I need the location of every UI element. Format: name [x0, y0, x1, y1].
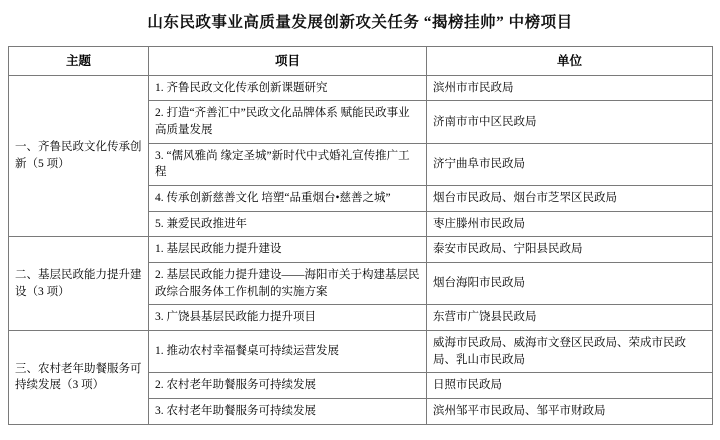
project-cell: 1. 推动农村幸福餐桌可持续运营发展 [149, 331, 427, 373]
project-cell: 4. 传承创新慈善文化 培塑“品重烟台•慈善之城” [149, 186, 427, 212]
column-header-project: 项目 [149, 46, 427, 75]
table-row [9, 75, 713, 101]
unit-cell: 烟台市民政局、烟台市芝罘区民政局 [427, 186, 713, 212]
unit-cell: 泰安市民政局、宁阳县民政局 [427, 237, 713, 263]
project-cell: 3. 广饶县基层民政能力提升项目 [149, 305, 427, 331]
project-cell: 3. 农村老年助餐服务可持续发展 [149, 399, 427, 425]
unit-cell: 济宁曲阜市民政局 [427, 143, 713, 185]
unit-cell: 烟台海阳市民政局 [427, 263, 713, 305]
unit-cell: 东营市广饶县民政局 [427, 305, 713, 331]
unit-cell: 济南市市中区民政局 [427, 101, 713, 143]
table-head [9, 46, 713, 75]
project-cell: 2. 基层民政能力提升建设——海阳市关于构建基层民政综合服务体工作机制的实施方案 [149, 263, 427, 305]
column-header-unit: 单位 [427, 46, 713, 75]
unit-cell: 滨州市市民政局 [427, 75, 713, 101]
table-body [9, 75, 713, 424]
theme-cell: 二、基层民政能力提升建设（3 项） [9, 237, 149, 331]
page-title: 山东民政事业高质量发展创新攻关任务 “揭榜挂帅” 中榜项目 [147, 14, 573, 31]
project-table [8, 46, 713, 425]
table-container [8, 46, 712, 425]
theme-cell: 一、齐鲁民政文化传承创新（5 项） [9, 75, 149, 237]
project-cell: 5. 兼爱民政推进年 [149, 211, 427, 237]
unit-cell: 日照市民政局 [427, 373, 713, 399]
table-row [9, 331, 713, 373]
project-cell: 2. 打造“齐善汇中”民政文化品牌体系 赋能民政事业高质量发展 [149, 101, 427, 143]
project-cell: 2. 农村老年助餐服务可持续发展 [149, 373, 427, 399]
unit-cell: 滨州邹平市民政局、邹平市财政局 [427, 399, 713, 425]
unit-cell: 威海市民政局、威海市文登区民政局、荣成市民政局、乳山市民政局 [427, 331, 713, 373]
theme-cell: 三、农村老年助餐服务可持续发展（3 项） [9, 331, 149, 425]
project-cell: 1. 齐鲁民政文化传承创新课题研究 [149, 75, 427, 101]
table-header-row [9, 46, 713, 75]
table-row [9, 237, 713, 263]
unit-cell: 枣庄滕州市民政局 [427, 211, 713, 237]
document-page [0, 12, 720, 440]
project-cell: 3. “儒风雅尚 缘定圣城”新时代中式婚礼宣传推广工程 [149, 143, 427, 185]
project-cell: 1. 基层民政能力提升建设 [149, 237, 427, 263]
column-header-theme: 主题 [9, 46, 149, 75]
